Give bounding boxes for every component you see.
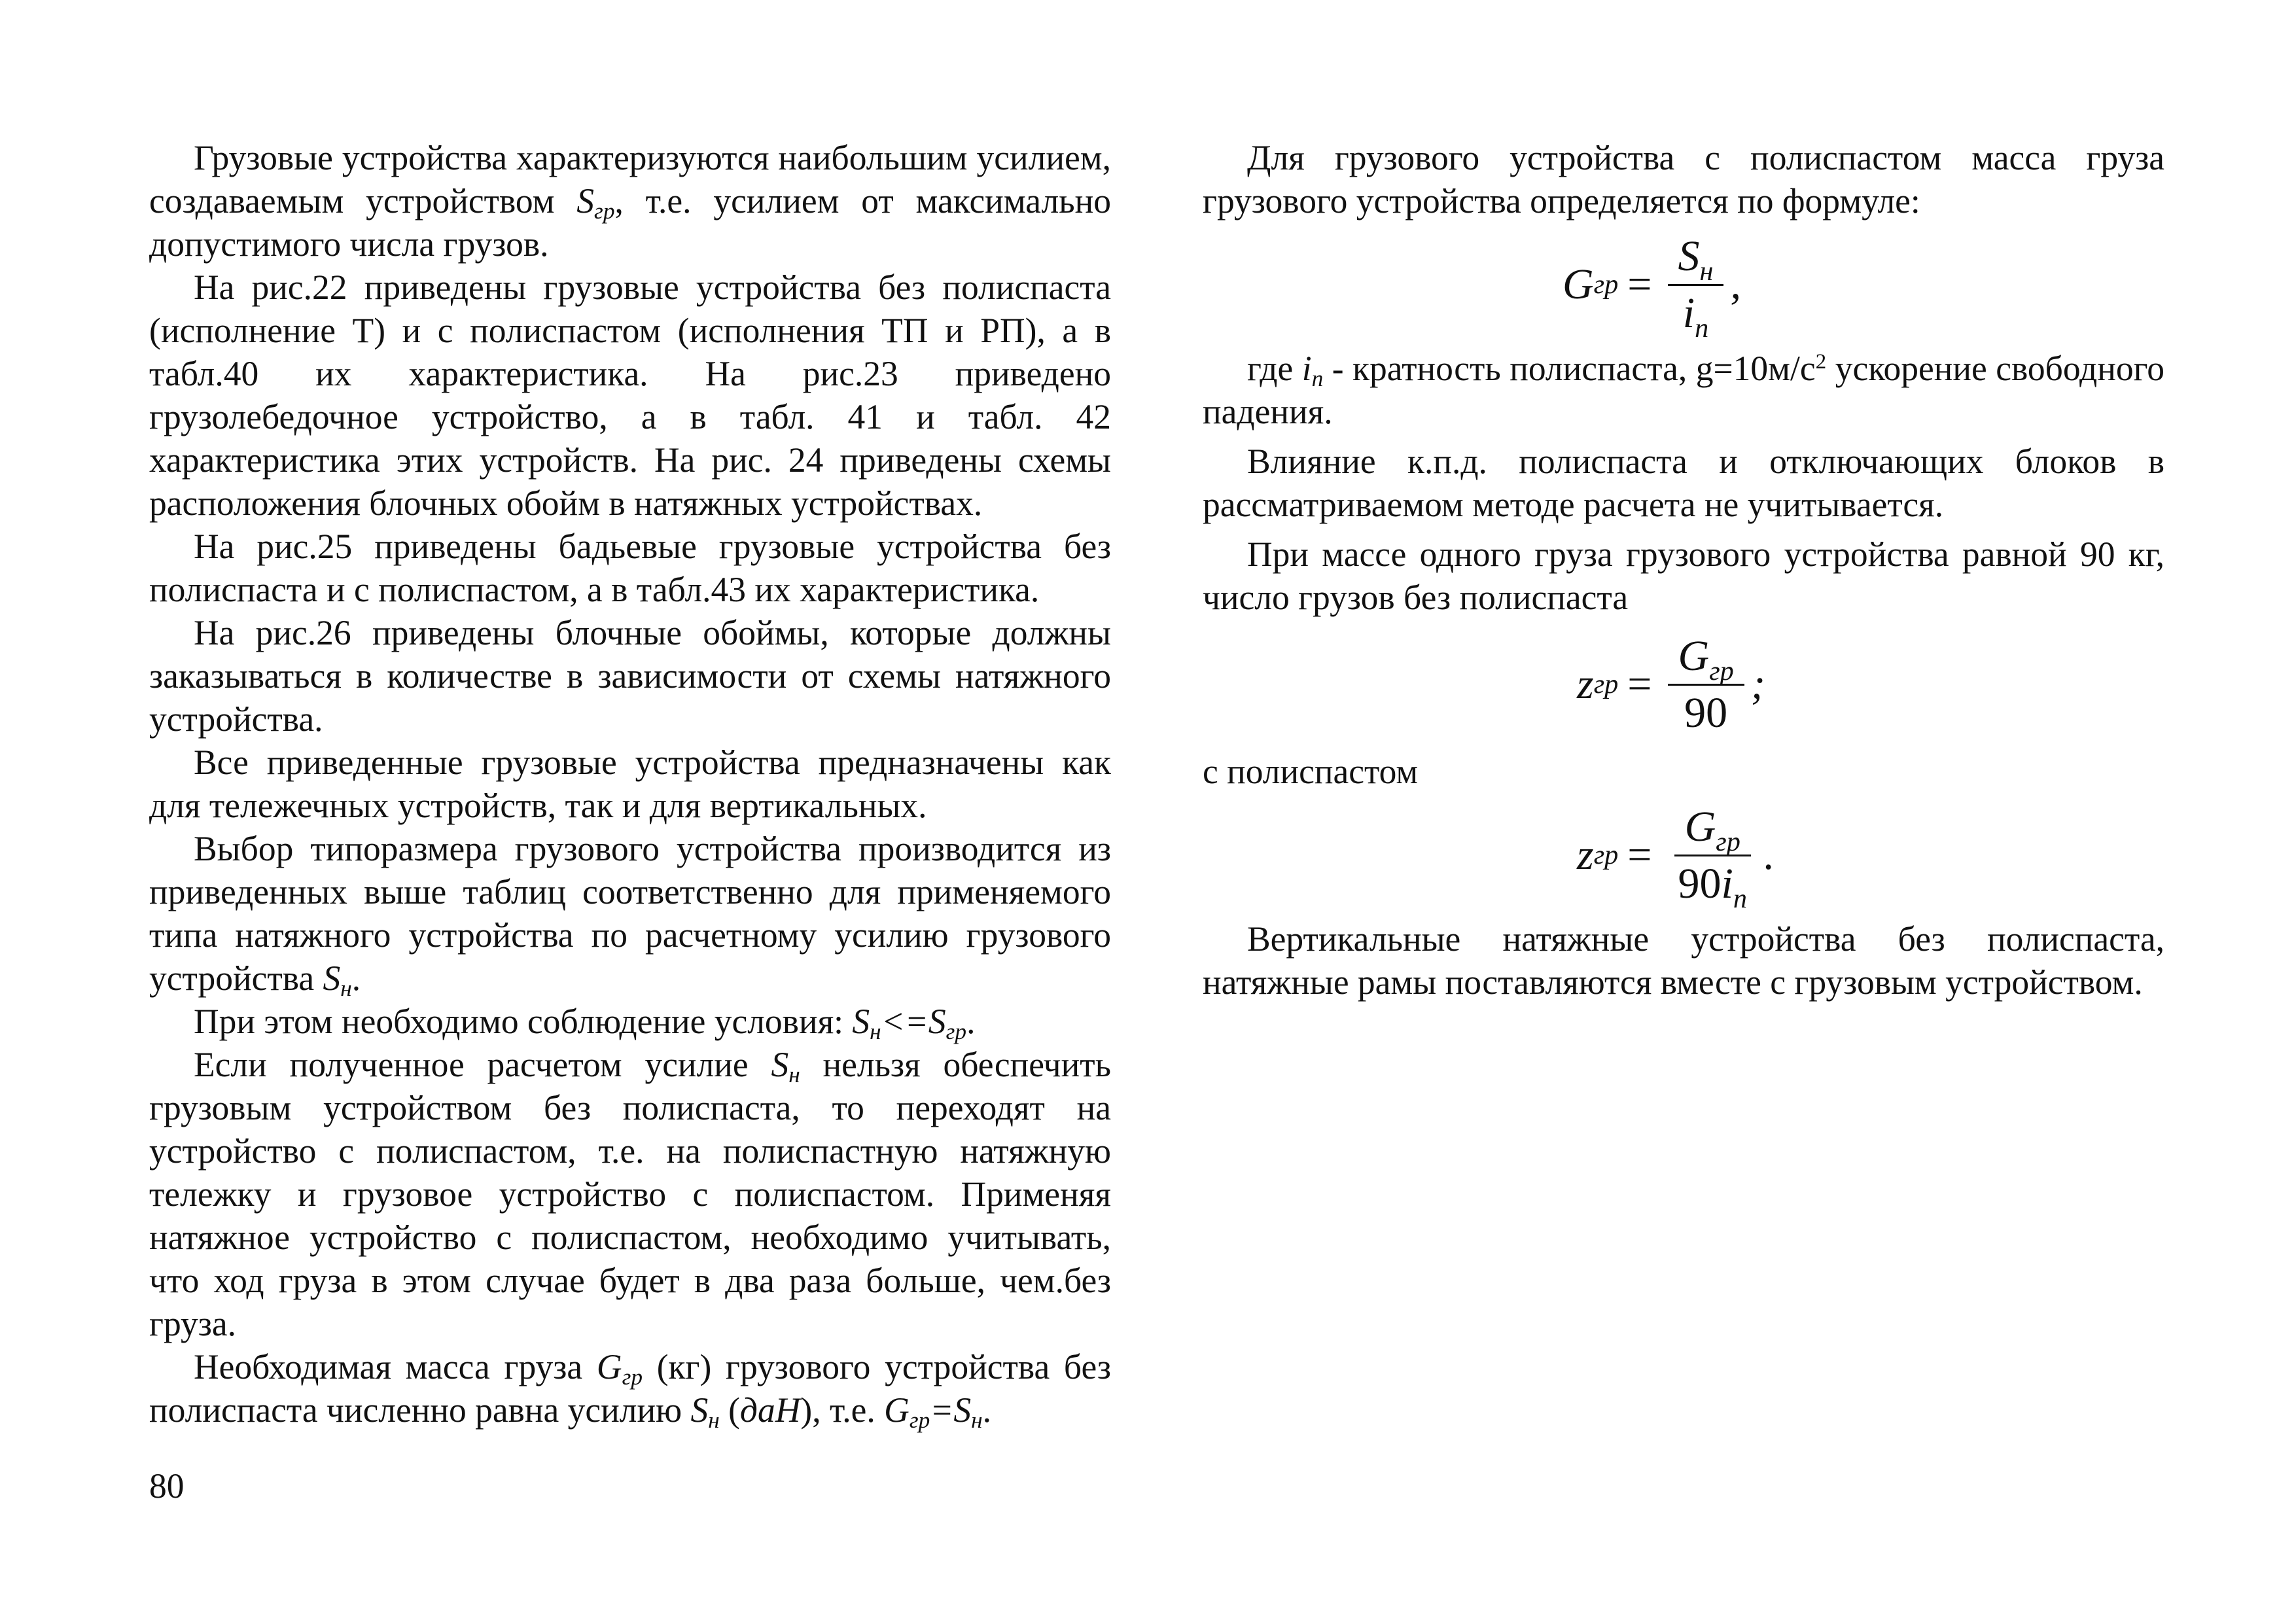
paragraph: Если полученное расчетом усилие $S_н$ нельзя обеспечить грузовым устройством без полиспаста, то переходят на устройство с полиспастом, т.е. на полиспастную натяжную тележку и грузовое устройство с полиспастом. Применяя натяжное устройство с полиспастом, необходимо учитывать, что ход груза в этом случае будет в два раза больше, чем.без груза.	[149, 1045, 1111, 1343]
paragraph: При массе одного груза грузового устройства равной 90 кг, число грузов без полиспаста	[1203, 535, 2164, 617]
paragraph: Вертикальные натяжные устройства без полиспаста, натяжные рамы поставляются вместе с грузовым устройством.	[1203, 919, 2164, 1002]
fraction: $\frac{G_{гр}}{90}$	[1668, 633, 1744, 737]
paragraph: Для грузового устройства с полиспастом масса груза грузового устройства определяется по формуле:	[1203, 138, 2164, 220]
paragraph: Влияние к.п.д. полиспаста и отключающих блоков в рассматриваемом методе расчета не учитывается.	[1203, 442, 2164, 524]
formula-count-no-pulley: z гр = $\frac{G_{гр}}{90}$ ;	[1577, 631, 1765, 737]
paragraph: Выбор типоразмера грузового устройства производится из приведенных выше таблиц соответственно для применяемого типа натяжного устройства по расчетному усилию грузового устройства $S_н$.	[149, 829, 1111, 1001]
paragraph: с полиспастом	[1203, 752, 1419, 791]
symbol-g: $G_{гр}$	[596, 1347, 643, 1390]
paragraph: Все приведенные грузовые устройства предназначены как для тележечных устройств, так и для вертикальных.	[149, 743, 1111, 825]
symbol-s: $S_{гр}$	[576, 181, 615, 224]
symbol-s: $S_н$	[771, 1045, 800, 1087]
paragraph: где $i_n$ - кратность полиспаста, $g=10м/с^2$ ускорение свободного падения.	[1203, 349, 2165, 431]
fraction: $\frac{G_{гр}}{90i_n}$	[1668, 803, 1757, 908]
paragraph: На рис.26 приведены блочные обоймы, которые должны заказываться в количестве в зависимости от схемы натяжного устройства.	[149, 613, 1111, 739]
formula-count-with-pulley: z гр = $\frac{G_{гр}}{90i_n}$ .	[1577, 802, 1775, 914]
formula-mass: G гр = $\frac{S_н}{i_n}$ ,	[1563, 232, 1741, 344]
right-column	[1203, 136, 2164, 1004]
fraction: $\frac{S_н}{i_n}$	[1668, 233, 1724, 337]
symbol-s: $S_н$	[690, 1390, 720, 1433]
equation-inline: $G_{гр}=S_н$	[884, 1390, 983, 1433]
page-number: 80	[149, 1466, 185, 1506]
paragraph: На рис.22 приведены грузовые устройства без полиспаста (исполнение Т) и с полиспастом (исполнения ТП и РП), а в табл.40 их характеристика. На рис.23 приведено грузолебедочное устройство, а в табл. 41 и табл. 42 характеристика этих устройств. На рис. 24 приведены схемы расположения блочных обойм в натяжных устройствах.	[149, 268, 1111, 523]
paragraph: При этом необходимо соблюдение условия: $S_н<=S_{гр}$.	[194, 1002, 976, 1044]
paragraph: Необходимая масса груза $G_{гр}$ (кг) грузового устройства без полиспаста численно равна усилию $S_н$ (даН), т.е. $G_{гр}=S_н$.	[149, 1347, 1111, 1433]
condition: $S_н<=S_{гр}$	[852, 1002, 967, 1044]
paragraph: Грузовые устройства характеризуются наибольшим усилием, создаваемым устройством $S_{гр}$, т.е. усилием от максимально допустимого числа грузов.	[149, 138, 1111, 264]
paragraph: На рис.25 приведены бадьевые грузовые устройства без полиспаста и с полиспастом, а в табл.43 их характеристика.	[149, 527, 1111, 609]
symbol-s: $S_н$	[323, 959, 352, 1001]
left-column	[149, 136, 1111, 1432]
